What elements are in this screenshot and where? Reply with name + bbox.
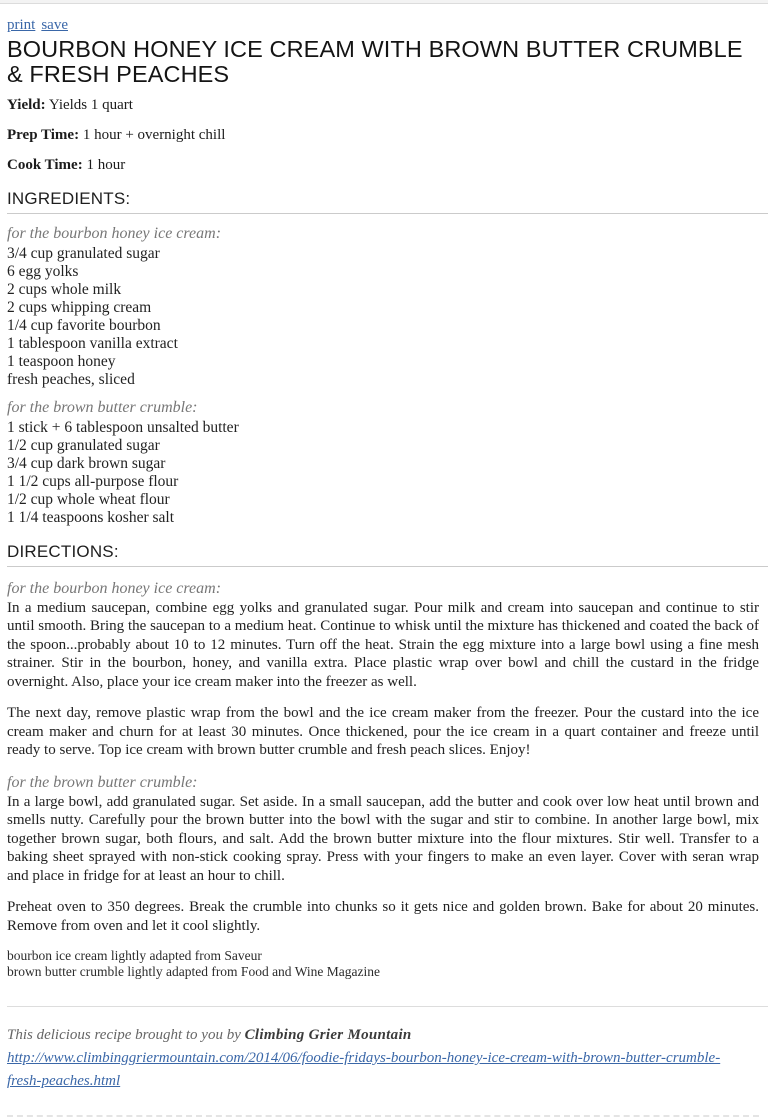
footer-attribution-block xyxy=(7,1025,759,1093)
direction-paragraph: Preheat oven to 350 degrees. Break the crumble into chunks so it gets nice and golden brown. Bake for about 20 minutes. Remove from oven and let it cool slightly. xyxy=(7,899,759,934)
ingredient-item: 2 cups whole milk xyxy=(7,280,122,298)
ingredient-item: fresh peaches, sliced xyxy=(7,370,135,388)
site-name: Climbing Grier Mountain xyxy=(244,1027,412,1044)
ingredients-rule xyxy=(7,213,768,214)
recipe-url-link[interactable]: http://www.climbinggriermountain.com/2014/06/foodie-fridays-bourbon-honey-ice-cream-with-brown-butter-crumble-fresh-peaches.html xyxy=(7,1050,721,1090)
direction-paragraph: The next day, remove plastic wrap from the bowl and the ice cream maker from the freezer. Pour the custard into the ice cream maker and churn for at least 30 minutes. Once thickened, pour the ice cream in a quart container and freeze until ready to serve. Top ice cream with brown butter crumble and fresh peach slices. Enjoy! xyxy=(7,705,759,759)
top-edge-strip xyxy=(0,0,768,4)
ingredients-heading: INGREDIENTS: xyxy=(7,188,131,208)
ingredient-group-subheading: for the bourbon honey ice cream: xyxy=(7,224,222,242)
ingredient-item: 3/4 cup dark brown sugar xyxy=(7,454,166,472)
save-link[interactable]: save xyxy=(41,17,68,33)
adaptation-credits xyxy=(7,948,759,980)
cook-time-label: Cook Time: xyxy=(7,156,83,173)
direction-paragraph: In a medium saucepan, combine egg yolks and granulated sugar. Pour milk and cream into saucepan and continue to stir until smooth. Bring the saucepan to a medium heat. Continue to whisk until the mixture has thickened and coated the back of the spoon...probably about 10 to 12 minutes. Turn off the heat. Strain the egg mixture into a large bowl using a fine mesh strainer. Stir in the bourbon, honey, and vanilla extra. Place plastic wrap over bowl and chill the custard in the fridge overnight. Also, place your ice cream maker into the freezer as well. xyxy=(7,599,759,690)
ingredient-item: 1/2 cup whole wheat flour xyxy=(7,490,170,508)
footer-attribution xyxy=(7,1025,759,1045)
directions-heading: DIRECTIONS: xyxy=(7,541,119,561)
cook-time-value: 1 hour xyxy=(86,156,126,173)
direction-group-subheading: for the brown butter crumble: xyxy=(7,773,198,791)
ingredient-item: 1 stick + 6 tablespoon unsalted butter xyxy=(7,418,239,436)
ingredient-item: 1/4 cup favorite bourbon xyxy=(7,316,161,334)
direction-group-subheading: for the bourbon honey ice cream: xyxy=(7,579,222,597)
ingredient-item: 1 1/2 cups all-purpose flour xyxy=(7,472,179,490)
directions-rule xyxy=(7,566,768,567)
ingredient-item: 1/2 cup granulated sugar xyxy=(7,436,160,454)
ingredient-item: 3/4 cup granulated sugar xyxy=(7,244,160,262)
prep-time-value: 1 hour + overnight chill xyxy=(82,126,226,143)
cook-time-line xyxy=(7,156,759,174)
ingredient-item: 1 tablespoon vanilla extract xyxy=(7,334,178,352)
ingredient-item: 1 1/4 teaspoons kosher salt xyxy=(7,508,175,526)
yield-line xyxy=(7,96,759,114)
page-title: BOURBON HONEY ICE CREAM WITH BROWN BUTTER CRUMBLE & FRESH PEACHES xyxy=(7,36,743,87)
credit-line: bourbon ice cream lightly adapted from Saveur xyxy=(7,948,262,964)
ingredient-item: 2 cups whipping cream xyxy=(7,298,152,316)
prep-time-label: Prep Time: xyxy=(7,126,80,143)
directions-section xyxy=(7,542,759,936)
yield-label: Yield: xyxy=(7,96,46,113)
print-link[interactable]: print xyxy=(7,17,36,33)
ingredients-section xyxy=(7,189,759,527)
ingredient-item: 1 teaspoon honey xyxy=(7,352,116,370)
direction-paragraph: In a large bowl, add granulated sugar. Set aside. In a small saucepan, add the butter and cook over low heat until brown and smells nutty. Carefully pour the brown butter into the bowl with the sugar and stir to combine. In another large bowl, mix together brown sugar, both flours, and salt. Add the brown butter mixture into the flour mixtures. Stir well. Transfer to a baking sheet sprayed with non-stick cooking spray. Press with your fingers to make an even layer. Cover with seran wrap and place in fridge for at least an hour to chill. xyxy=(7,793,759,884)
footer-rule xyxy=(7,1006,768,1007)
prep-time-line xyxy=(7,126,759,144)
credit-line: brown butter crumble lightly adapted from Food and Wine Magazine xyxy=(7,964,380,980)
yield-value: Yields 1 quart xyxy=(48,96,133,113)
ingredient-item: 6 egg yolks xyxy=(7,262,79,280)
recipe-content xyxy=(0,16,768,1117)
ingredient-group-subheading: for the brown butter crumble: xyxy=(7,398,198,416)
attribution-text: This delicious recipe brought to you by xyxy=(7,1027,245,1044)
action-links xyxy=(7,16,759,34)
